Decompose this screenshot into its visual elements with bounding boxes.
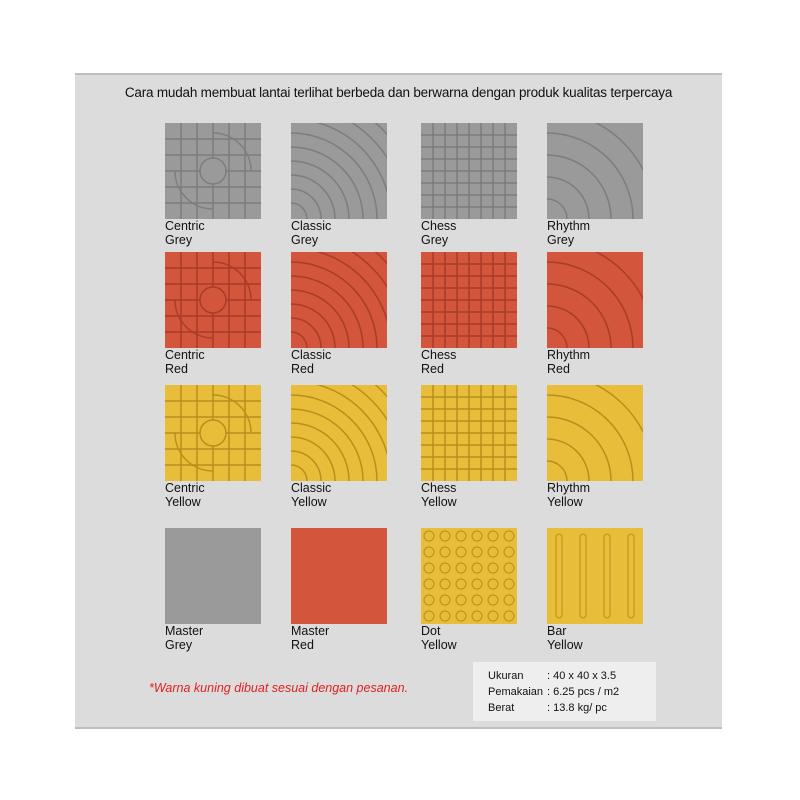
tile-pattern-label: Chess — [421, 219, 457, 233]
tile-color-label: Grey — [291, 233, 319, 247]
tile-pattern-label: Rhythm — [547, 348, 591, 362]
tile-chess-yellow — [421, 385, 517, 509]
tile-pattern-label: Chess — [421, 348, 457, 362]
tile-bar-yellow — [547, 528, 643, 652]
tile-swatch-image — [291, 123, 387, 219]
tile-centric-grey — [165, 123, 261, 247]
tile-centric-red — [165, 252, 261, 376]
tile-color-label: Yellow — [547, 495, 583, 509]
tile-pattern-label: Master — [165, 624, 204, 638]
tile-master-grey — [165, 528, 261, 652]
spec-row-size: Ukuran : 40 x 40 x 3.5 — [488, 670, 617, 682]
tile-color-label: Yellow — [165, 495, 201, 509]
tile-swatch-image — [421, 252, 517, 348]
tile-swatch-image — [291, 385, 387, 481]
yellow-order-note: *Warna kuning dibuat sesuai dengan pesanan. — [149, 681, 408, 695]
catalog-panel — [75, 73, 722, 729]
tile-rhythm-grey — [547, 123, 643, 247]
tile-swatch-image — [547, 528, 643, 624]
tile-centric-yellow — [165, 385, 261, 509]
tile-chess-grey — [421, 123, 517, 247]
tile-color-label: Yellow — [547, 638, 583, 652]
tile-pattern-label: Master — [291, 624, 330, 638]
tile-pattern-label: Classic — [291, 219, 332, 233]
tile-swatch-image — [421, 385, 517, 481]
tile-swatch-image — [421, 123, 517, 219]
tile-color-label: Grey — [165, 233, 193, 247]
tile-swatch-image — [165, 123, 261, 219]
tile-pattern-label: Rhythm — [547, 219, 591, 233]
tile-color-label: Red — [291, 638, 314, 652]
tile-swatch-image — [547, 385, 643, 481]
tile-swatch-image — [165, 528, 261, 624]
tile-classic-yellow — [291, 385, 387, 509]
tile-dot-yellow — [421, 528, 517, 652]
tile-swatch-image — [165, 252, 261, 348]
tile-color-label: Red — [421, 362, 444, 376]
tile-swatch-image — [547, 252, 643, 348]
tile-pattern-label: Centric — [165, 219, 205, 233]
tile-color-label: Yellow — [291, 495, 327, 509]
tile-color-label: Grey — [421, 233, 449, 247]
tile-color-label: Yellow — [421, 638, 457, 652]
tile-pattern-label: Chess — [421, 481, 457, 495]
tile-rhythm-red — [547, 252, 643, 376]
tile-swatch-image — [165, 385, 261, 481]
tile-swatch-image — [291, 252, 387, 348]
tile-color-label: Red — [165, 362, 188, 376]
tile-pattern-label: Bar — [547, 624, 567, 638]
tile-color-label: Red — [547, 362, 570, 376]
tile-swatch-image — [291, 528, 387, 624]
tile-swatch-image — [421, 528, 517, 624]
tile-rhythm-yellow — [547, 385, 643, 509]
tile-chess-red — [421, 252, 517, 376]
tile-color-label: Grey — [165, 638, 193, 652]
tile-pattern-label: Centric — [165, 348, 205, 362]
tile-classic-grey — [291, 123, 387, 247]
tile-pattern-label: Dot — [421, 624, 441, 638]
spec-row-usage: Pemakaian : 6.25 pcs / m2 — [488, 686, 620, 698]
tile-swatch-image — [547, 123, 643, 219]
tile-pattern-label: Centric — [165, 481, 205, 495]
tile-pattern-label: Classic — [291, 481, 332, 495]
tile-master-red — [291, 528, 387, 652]
tile-color-label: Red — [291, 362, 314, 376]
spec-row-weight: Berat : 13.8 kg/ pc — [488, 702, 607, 714]
tile-color-label: Yellow — [421, 495, 457, 509]
tile-color-label: Grey — [547, 233, 575, 247]
tile-pattern-label: Classic — [291, 348, 332, 362]
tile-pattern-label: Rhythm — [547, 481, 591, 495]
tile-classic-red — [291, 252, 387, 376]
catalog-title: Cara mudah membuat lantai terlihat berbeda dan berwarna dengan produk kualitas terpercaya — [124, 85, 673, 100]
specs-box — [473, 662, 656, 721]
